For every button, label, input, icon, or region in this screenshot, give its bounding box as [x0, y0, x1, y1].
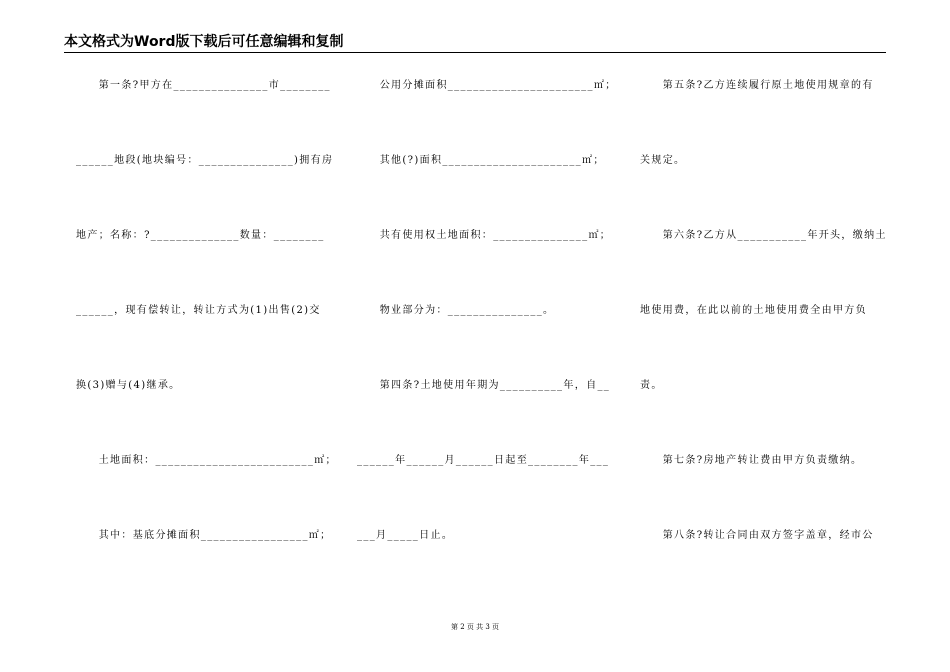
text-line: 其中：基底分摊面积_________________㎡；	[76, 530, 332, 541]
text-line: 地使用费，在此以前的土地使用费全由甲方负	[640, 305, 867, 316]
text-line: 其他(?)面积______________________㎡；	[357, 155, 605, 166]
text-line: 公用分摊面积_______________________㎡；	[357, 80, 617, 91]
text-line: 土地面积：_________________________㎡；	[76, 455, 337, 466]
text-column-2	[357, 0, 617, 672]
text-line: ______年______月______日起至________年___	[357, 455, 610, 466]
document-header-title: 本文格式为Word版下载后可任意编辑和复制	[64, 34, 344, 50]
text-line: ______，现有偿转让，转让方式为(1)出售(2)交	[76, 305, 321, 316]
text-column-3	[640, 0, 890, 672]
text-line: 关规定。	[640, 155, 686, 166]
text-column-1	[76, 0, 337, 672]
text-line: ___月_____日止。	[357, 530, 454, 541]
text-line: 第八条?转让合同由双方签字盖章，经市公	[640, 530, 874, 541]
text-line: 第一条?甲方在_______________市________	[76, 80, 331, 91]
text-line: 第四条?土地使用年期为__________年，自__	[357, 380, 611, 391]
text-line: 责。	[640, 380, 663, 391]
text-line: 物业部分为：_______________。	[357, 305, 555, 316]
text-line: ______地段(地块编号：_______________)拥有房	[76, 155, 334, 166]
text-line: 第七条?房地产转让费由甲方负责缴纳。	[640, 455, 863, 466]
text-line: 地产；名称：?______________数量：________	[76, 230, 325, 241]
text-line: 第五条?乙方连续履行原土地使用规章的有	[640, 80, 874, 91]
text-line: 共有使用权土地面积：_______________㎡；	[357, 230, 612, 241]
text-line: 换(3)赠与(4)继承。	[76, 380, 181, 391]
page-number-footer: 第 2 页 共 3 页	[450, 623, 500, 631]
text-line: 第六条?乙方从___________年开头，缴纳土	[640, 230, 887, 241]
